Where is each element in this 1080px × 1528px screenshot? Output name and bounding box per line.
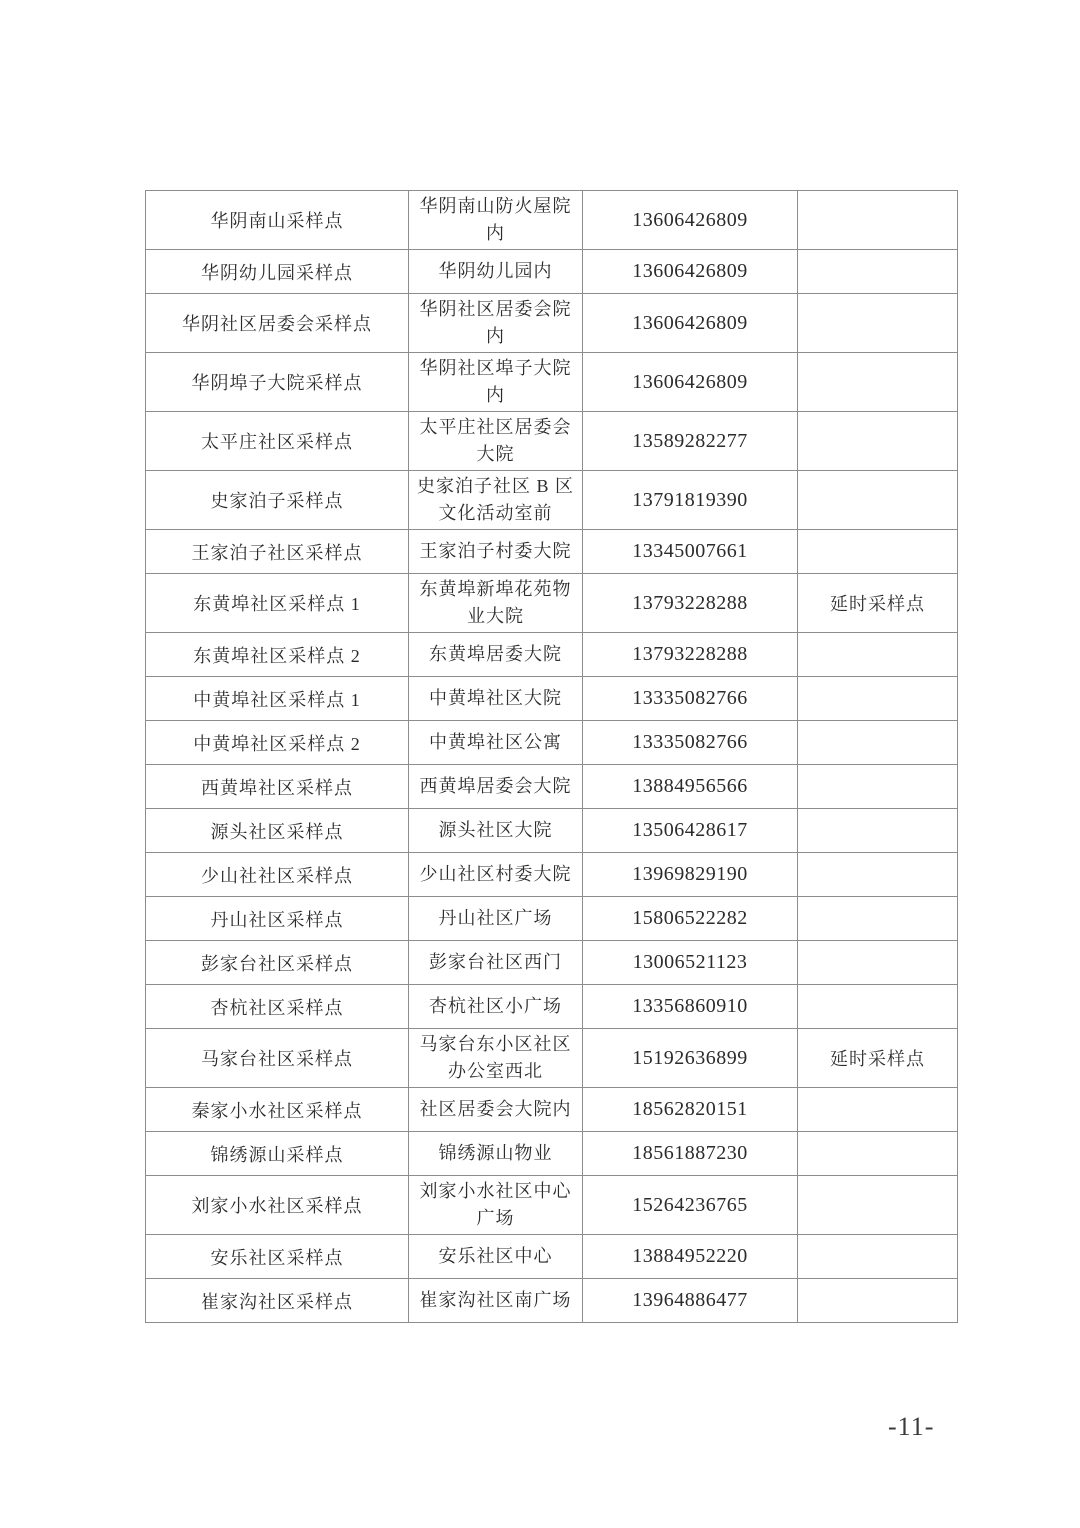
sampling-point-name-cell: 西黄埠社区采样点 <box>146 765 409 809</box>
sampling-point-name-cell: 安乐社区采样点 <box>146 1235 409 1279</box>
table-row <box>146 191 958 250</box>
phone-cell: 13793228288 <box>583 574 798 633</box>
table-row <box>146 633 958 677</box>
phone-cell: 13335082766 <box>583 721 798 765</box>
phone-cell: 13791819390 <box>583 471 798 530</box>
note-cell <box>798 677 958 721</box>
table-row <box>146 941 958 985</box>
sampling-point-name-cell: 华阴南山采样点 <box>146 191 409 250</box>
phone-cell: 13884952220 <box>583 1235 798 1279</box>
sampling-point-name-cell: 少山社社区采样点 <box>146 853 409 897</box>
page-number: -11- <box>888 1412 935 1441</box>
location-cell: 华阴幼儿园内 <box>409 250 583 294</box>
phone-cell: 13793228288 <box>583 633 798 677</box>
phone-cell: 13969829190 <box>583 853 798 897</box>
phone-cell: 13356860910 <box>583 985 798 1029</box>
location-cell: 社区居委会大院内 <box>409 1088 583 1132</box>
table-row <box>146 250 958 294</box>
sampling-point-name-cell: 东黄埠社区采样点 2 <box>146 633 409 677</box>
sampling-point-name-cell: 彭家台社区采样点 <box>146 941 409 985</box>
sampling-point-name-cell: 东黄埠社区采样点 1 <box>146 574 409 633</box>
sampling-point-name-cell: 锦绣源山采样点 <box>146 1132 409 1176</box>
sampling-point-name-cell: 王家泊子社区采样点 <box>146 530 409 574</box>
table-row <box>146 471 958 530</box>
location-cell: 杏杭社区小广场 <box>409 985 583 1029</box>
sampling-point-name-cell: 杏杭社区采样点 <box>146 985 409 1029</box>
phone-cell: 13506428617 <box>583 809 798 853</box>
phone-cell: 15806522282 <box>583 897 798 941</box>
table-row <box>146 853 958 897</box>
note-cell <box>798 853 958 897</box>
note-cell: 延时采样点 <box>798 574 958 633</box>
location-cell: 西黄埠居委会大院 <box>409 765 583 809</box>
table-row <box>146 1088 958 1132</box>
sampling-point-name-cell: 崔家沟社区采样点 <box>146 1279 409 1323</box>
table-row <box>146 1176 958 1235</box>
table-row <box>146 721 958 765</box>
phone-cell: 18561887230 <box>583 1132 798 1176</box>
sampling-point-name-cell: 马家台社区采样点 <box>146 1029 409 1088</box>
note-cell <box>798 1235 958 1279</box>
location-cell: 马家台东小区社区办公室西北 <box>409 1029 583 1088</box>
table-row <box>146 677 958 721</box>
sampling-point-name-cell: 史家泊子采样点 <box>146 471 409 530</box>
sampling-points-table <box>145 190 958 1323</box>
location-cell: 丹山社区广场 <box>409 897 583 941</box>
sampling-point-name-cell: 刘家小水社区采样点 <box>146 1176 409 1235</box>
phone-cell: 13606426809 <box>583 191 798 250</box>
table-row <box>146 1132 958 1176</box>
table-row <box>146 574 958 633</box>
phone-cell: 13964886477 <box>583 1279 798 1323</box>
phone-cell: 13589282277 <box>583 412 798 471</box>
note-cell <box>798 897 958 941</box>
note-cell <box>798 294 958 353</box>
location-cell: 刘家小水社区中心广场 <box>409 1176 583 1235</box>
table-row <box>146 765 958 809</box>
phone-cell: 18562820151 <box>583 1088 798 1132</box>
location-cell: 中黄埠社区大院 <box>409 677 583 721</box>
phone-cell: 13006521123 <box>583 941 798 985</box>
phone-cell: 13606426809 <box>583 250 798 294</box>
sampling-point-name-cell: 中黄埠社区采样点 2 <box>146 721 409 765</box>
location-cell: 少山社区村委大院 <box>409 853 583 897</box>
note-cell <box>798 941 958 985</box>
phone-cell: 13884956566 <box>583 765 798 809</box>
note-cell <box>798 1176 958 1235</box>
note-cell: 延时采样点 <box>798 1029 958 1088</box>
table-row <box>146 530 958 574</box>
note-cell <box>798 1088 958 1132</box>
location-cell: 华阴社区居委会院内 <box>409 294 583 353</box>
sampling-point-name-cell: 秦家小水社区采样点 <box>146 1088 409 1132</box>
note-cell <box>798 471 958 530</box>
phone-cell: 13606426809 <box>583 353 798 412</box>
note-cell <box>798 412 958 471</box>
table-row <box>146 1029 958 1088</box>
sampling-point-name-cell: 华阴社区居委会采样点 <box>146 294 409 353</box>
table-row <box>146 294 958 353</box>
note-cell <box>798 1279 958 1323</box>
location-cell: 锦绣源山物业 <box>409 1132 583 1176</box>
table-row <box>146 985 958 1029</box>
location-cell: 崔家沟社区南广场 <box>409 1279 583 1323</box>
table-row <box>146 1235 958 1279</box>
location-cell: 彭家台社区西门 <box>409 941 583 985</box>
table-row <box>146 897 958 941</box>
location-cell: 源头社区大院 <box>409 809 583 853</box>
location-cell: 史家泊子社区 B 区文化活动室前 <box>409 471 583 530</box>
phone-cell: 13606426809 <box>583 294 798 353</box>
location-cell: 东黄埠居委大院 <box>409 633 583 677</box>
table-row <box>146 809 958 853</box>
phone-cell: 13335082766 <box>583 677 798 721</box>
location-cell: 中黄埠社区公寓 <box>409 721 583 765</box>
location-cell: 王家泊子村委大院 <box>409 530 583 574</box>
note-cell <box>798 985 958 1029</box>
table-row <box>146 412 958 471</box>
note-cell <box>798 530 958 574</box>
sampling-point-name-cell: 源头社区采样点 <box>146 809 409 853</box>
note-cell <box>798 809 958 853</box>
location-cell: 东黄埠新埠花苑物业大院 <box>409 574 583 633</box>
note-cell <box>798 353 958 412</box>
table-row <box>146 1279 958 1323</box>
sampling-point-name-cell: 华阴埠子大院采样点 <box>146 353 409 412</box>
note-cell <box>798 250 958 294</box>
sampling-point-name-cell: 中黄埠社区采样点 1 <box>146 677 409 721</box>
note-cell <box>798 191 958 250</box>
sampling-point-name-cell: 华阴幼儿园采样点 <box>146 250 409 294</box>
note-cell <box>798 1132 958 1176</box>
location-cell: 安乐社区中心 <box>409 1235 583 1279</box>
note-cell <box>798 765 958 809</box>
phone-cell: 15264236765 <box>583 1176 798 1235</box>
phone-cell: 13345007661 <box>583 530 798 574</box>
location-cell: 太平庄社区居委会大院 <box>409 412 583 471</box>
sampling-point-name-cell: 太平庄社区采样点 <box>146 412 409 471</box>
sampling-point-name-cell: 丹山社区采样点 <box>146 897 409 941</box>
table-row <box>146 353 958 412</box>
note-cell <box>798 721 958 765</box>
location-cell: 华阴社区埠子大院内 <box>409 353 583 412</box>
note-cell <box>798 633 958 677</box>
location-cell: 华阴南山防火屋院内 <box>409 191 583 250</box>
phone-cell: 15192636899 <box>583 1029 798 1088</box>
